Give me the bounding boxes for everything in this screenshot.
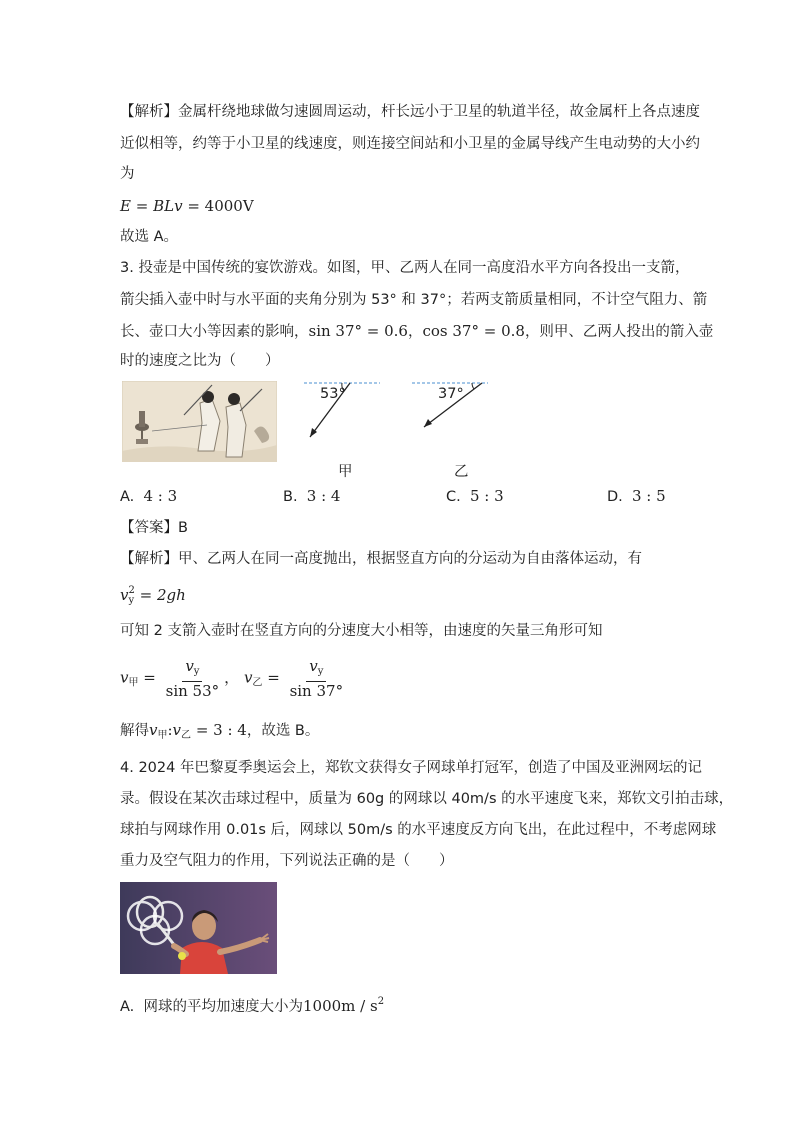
formula-velocity-fractions: $v_甲$ = $\frac{v_y}{\sin 53^\circ}$ ， $v_乙$ = $\frac{v_y}{\sin 37^\circ}$	[120, 658, 348, 699]
q4-stem-line4: 重力及空气阻力的作用，下列说法正确的是（ ）	[120, 853, 454, 869]
option-a[interactable]: A. 4 : 3	[120, 487, 178, 505]
q4-stem-line2: 录。假设在某次击球过程中，质量为 60g 的网球以 40m/s 的水平速度飞来，郑钦文引拍击球，	[120, 791, 734, 807]
fraction-yi: $\frac{v_y}{\sin 37^\circ}$	[289, 657, 344, 700]
sin-expression: sin 37° = 0.6	[308, 322, 408, 340]
q4-stem-line3: 球拍与网球作用 0.01s 后，网球以 50m/s 的水平速度反方向飞出，在此过程中，不考虑网球	[120, 822, 717, 838]
touhu-painting-image	[122, 381, 277, 462]
q3-analysis-line1: 【解析】甲、乙两人在同一高度抛出，根据竖直方向的分运动为自由落体运动，有	[120, 551, 642, 567]
analysis-prev-conclusion: 故选 A。	[120, 229, 179, 245]
option-d[interactable]: D. 3 : 5	[607, 487, 666, 505]
q4-stem-line1: 4. 2024 年巴黎夏季奥运会上，郑钦文获得女子网球单打冠军，创造了中国及亚洲网坛的记	[120, 760, 702, 776]
analysis-prev-line1: 【解析】金属杆绕地球做匀速圆周运动，杆长远小于卫星的轨道半径，故金属杆上各点速度	[120, 104, 700, 120]
fraction-jia: $\frac{v_y}{\sin 53^\circ}$	[165, 657, 220, 700]
figure-label-yi: 乙	[454, 464, 469, 480]
option-b[interactable]: B. 3 : 4	[283, 487, 341, 505]
angle-label-yi: 37°	[438, 386, 464, 402]
q3-solution: 解得$v_甲:v_乙 = 3$ : 4，故选 B。	[120, 721, 320, 741]
angle-label-jia: 53°	[320, 386, 346, 402]
q4-option-a[interactable]: A. 网球的平均加速度大小为$1000m / s^2$	[120, 996, 385, 1015]
formula-vy-squared: v 2 y = 2gh	[120, 585, 186, 606]
q3-stem-line2: 箭尖插入壶中时与水平面的夹角分别为 53° 和 37°；若两支箭质量相同，不计空气阻力、箭	[120, 292, 708, 308]
q3-analysis-line2: 可知 2 支箭入壶时在竖直方向的分速度大小相等，由速度的矢量三角形可知	[120, 623, 603, 639]
q3-stem-line3: 长、壶口大小等因素的影响，sin 37° = 0.6，cos 37° = 0.8，则甲、乙两人投出的箭入壶	[120, 322, 714, 340]
analysis-prev-line2: 近似相等，约等于小卫星的线速度，则连接空间站和小卫星的金属导线产生电动势的大小约	[120, 136, 700, 152]
cos-expression: cos 37° = 0.8	[422, 322, 525, 340]
figure-label-jia: 甲	[338, 464, 353, 480]
tennis-player-photo	[120, 882, 277, 974]
formula-emf: E = BLv = 4000V	[120, 197, 254, 215]
q3-stem-line4: 时的速度之比为（ ）	[120, 353, 280, 369]
analysis-prev-line3: 为	[120, 166, 135, 182]
q3-stem-line1: 3. 投壶是中国传统的宴饮游戏。如图，甲、乙两人在同一高度沿水平方向各投出一支箭，	[120, 260, 690, 276]
option-c[interactable]: C. 5 : 3	[446, 487, 504, 505]
analysis-tag: 【解析】	[120, 104, 178, 120]
q3-answer: 【答案】B	[120, 520, 188, 536]
